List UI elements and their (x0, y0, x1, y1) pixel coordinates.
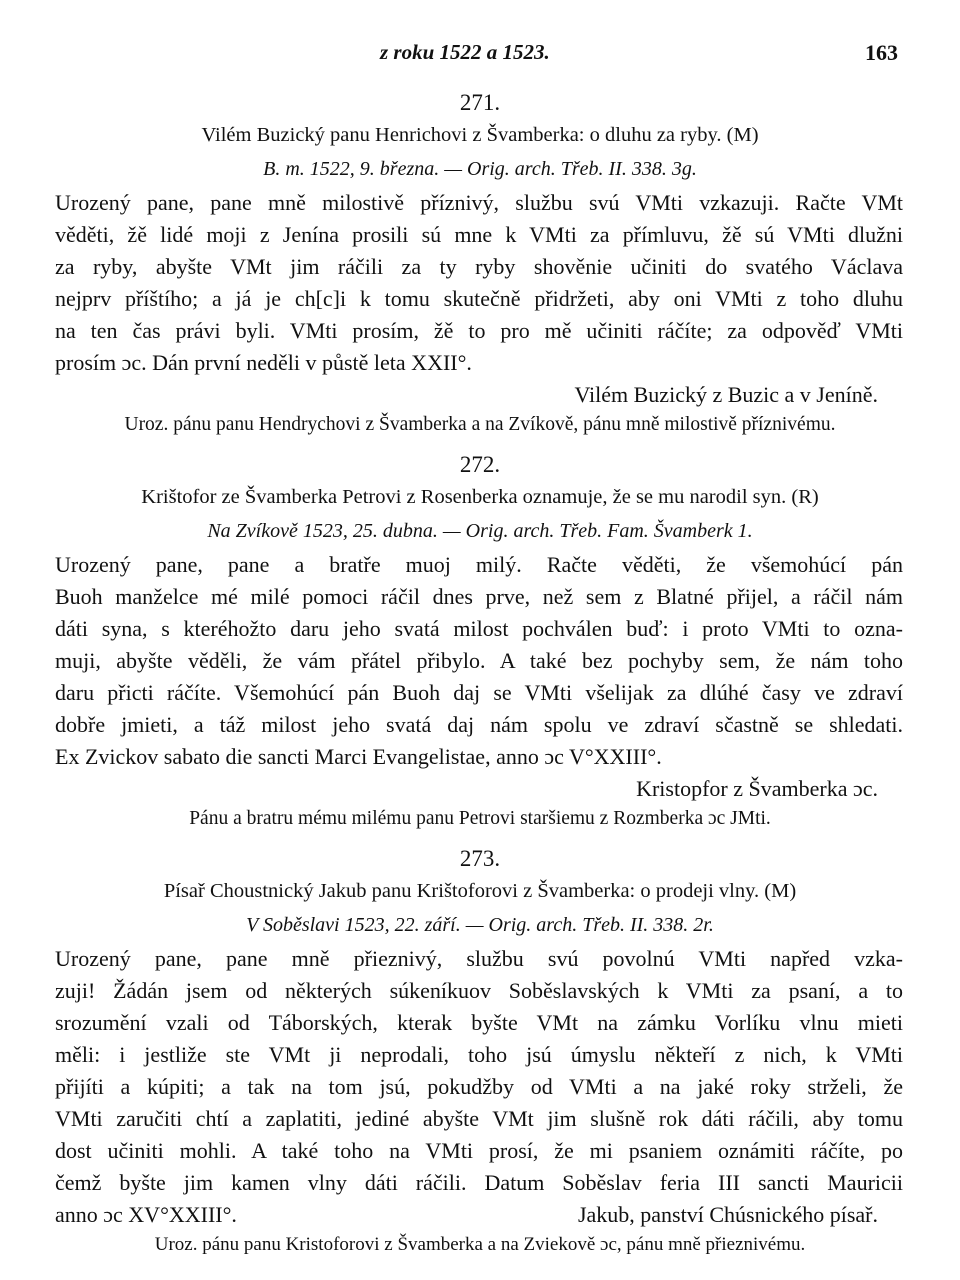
text-line: muji, abyšte věděli, že vám přátel přibylo. A také bez pochyby sem, že nám toho (55, 648, 903, 673)
page-number: 163 (865, 40, 898, 65)
text-line: Urozený pane, pane mně přieznivý, službu svú povolnú VMti napřed vzka- (55, 946, 903, 971)
letter-signature: Kristopfor z Švamberka ɔc. (636, 776, 878, 801)
text-line: Ex Zvickov sabato die sancti Marci Evangelistae, anno ɔc V°XXIII°. (55, 744, 662, 769)
text-line: nejprv příštího; a já je ch[c]i k tomu skutečně přidržeti, aby oni VMti z toho dluhu (55, 286, 903, 311)
text-line: Urozený pane, pane mně milostivě příznivý, službu svú VMti vzkazuji. Račte VMt (55, 190, 903, 215)
letter-source: B. m. 1522, 9. března. — Orig. arch. Třeb. II. 338. 3g. (263, 158, 697, 180)
text-line: věděti, žě lidé moji z Jenína prosili sú mne k VMti za přímluvu, žě sú VMti dlužni (55, 222, 903, 247)
text-line: Urozený pane, pane a bratře muoj milý. Račte věděti, že všemohúcí pán (55, 552, 903, 577)
text-line: dobře jmieti, a táž milost jeho svatá daj nám spolu ve zdraví sčastně se shledati. (55, 712, 903, 737)
closing-line: anno ɔc XV°XXIII°. (55, 1202, 237, 1227)
text-line: Buoh manželce mé milé pomoci ráčil dnes prve, než sem z Blatné přijel, a ráčil nám (55, 584, 903, 609)
letter-number: 272. (459, 452, 501, 477)
running-header: z roku 1522 a 1523. (380, 40, 550, 64)
letter-source: Na Zvíkově 1523, 25. dubna. — Orig. arch. Třeb. Fam. Švamberk 1. (207, 520, 753, 542)
letter-summary: Písař Choustnický Jakub panu Krištoforovi z Švamberka: o prodeji vlny. (M) (163, 880, 797, 902)
text-line: na ten čas právi byli. VMti prosím, žě to pro mě učiniti ráčíte; za odpověď VMti (55, 318, 903, 343)
text-line: měli: i jestliže ste VMt ji neprodali, toho jsú úmyslu někteří z nich, k VMti (55, 1042, 903, 1067)
letter-summary: Krištofor ze Švamberka Petrovi z Rosenberka oznamuje, že se mu narodil syn. (R) (141, 486, 819, 508)
text-line: prosím ɔc. Dán první neděli v půstě leta XXII°. (55, 350, 472, 375)
letter-source: V Soběslavi 1523, 22. září. — Orig. arch. Třeb. II. 338. 2r. (246, 914, 714, 936)
text-line: srozumění vzali od Táborských, kterak byšte VMt na zámku Vorlíku vlnu mieti (55, 1010, 903, 1035)
text-line: přijíti a kúpiti; a tak na tom jsú, pokudžby od VMti a na jaké roky strželi, že (55, 1074, 903, 1099)
letter-address: Uroz. pánu panu Kristoforovi z Švamberka a na Zviekově ɔc, pánu mně přieznivému. (154, 1234, 806, 1255)
text-line: za ryby, abyšte VMt jim ráčili za ty ryby shověnie učiniti do svatého Václava (55, 254, 903, 279)
letter-signature: Vilém Buzický z Buzic a v Jeníně. (574, 382, 878, 407)
text-line: čemž byšte jim kamen vlny dáti ráčili. Datum Soběslav feria III sancti Mauricii (55, 1170, 903, 1195)
text-line: dost učiniti mohli. A také toho na VMti prosí, že mi psaniem oznámiti ráčíte, po (55, 1138, 903, 1163)
letter-summary: Vilém Buzický panu Henrichovi z Švamberka: o dluhu za ryby. (M) (201, 124, 759, 146)
text-line: dáti syna, s kteréhožto daru jeho svatá milost pochválen buď: i proto VMti to ozna- (55, 616, 903, 641)
letter-signature: Jakub, panství Chúsnického písař. (577, 1202, 878, 1227)
letter-number: 273. (459, 846, 501, 871)
text-line: VMti zaručiti chtí a zaplatiti, jediné abyšte VMt jim slušně rok dáti ráčili, aby tomu (55, 1106, 903, 1131)
letter-address: Pánu a bratru mému milému panu Petrovi staršiemu z Rozmberka ɔc JMti. (189, 808, 771, 829)
letter-number: 271. (459, 90, 501, 115)
letter-address: Uroz. pánu panu Hendrychovi z Švamberka a na Zvíkově, pánu mně milostivě příznivému. (124, 414, 836, 435)
text-line: daru přicti ráčíte. Všemohúcí pán Buoh daj se VMti všelijak za dlúhé časy ve zdraví (55, 680, 903, 705)
text-line: zuji! Žádán jsem od některých súkeníkuov Soběslavských k VMti za psaní, a to (55, 978, 903, 1003)
